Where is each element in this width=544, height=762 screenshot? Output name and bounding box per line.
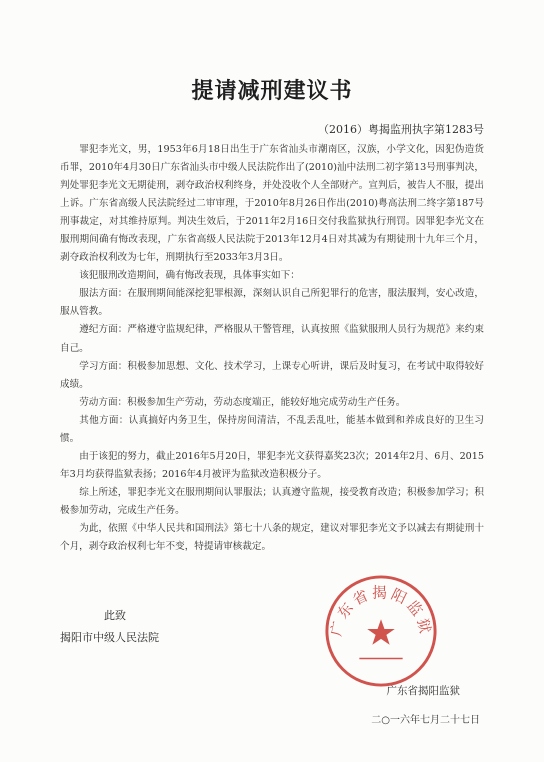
document-body [60,141,484,556]
svg-text:广东省揭阳监狱: 广东省揭阳监狱 [328,585,434,638]
official-seal-stamp [322,572,440,690]
paragraph-summary: 综上所述，罪犯李光文在服刑期间认罪服法；认真遵守监规，接受教育改造；积极参加学习；积极参加劳动，完成生产任务。 [60,486,484,516]
closing-recipient: 揭阳市中级人民法院 [60,631,159,644]
paragraph-study: 学习方面：积极参加思想、文化、技术学习，上课专心听讲，课后及时复习，在考试中取得较好成绩。 [60,360,484,390]
paragraph-intro: 该犯服刑改造期间，确有悔改表现，具体事实如下： [79,270,300,282]
paragraph-discipline: 遵纪方面：严格遵守监规纪律，严格服从干警管理，认真按照《监狱服刑人员行为规范》来约束自己。 [60,324,484,354]
paragraph-basic-info: 罪犯李光文，男，1953年6月18日出生于广东省汕头市潮南区，汉族，小学文化，因犯伪造货币罪，2010年4月30日广东省汕头市中级人民法院作出了(2010)汕中法刑二初字第13号刑事判决，判处罪犯李光文无期徒刑，剥夺政治权利终身，并处没收个人全部财产。宣判后，被告人不服，提出上诉。广东省高级人民法院经过二审审理，于2010年8月26日作出(2010)粤高法刑二终字第187号刑事裁定，对其维持原判。判决生效后，于2011年2月16日交付我监狱执行刑罚。因罪犯李光文在服刑期间确有悔改表现，广东省高级人民法院于2013年12月4日对其减为有期徒刑十九年三个月，剥夺政治权利改为七年，刑期执行至2033年3月3日。 [60,144,484,264]
paragraph-other: 其他方面：认真搞好内务卫生，保持房间清洁，不乱丢乱吐，能基本做到和养成良好的卫生习惯。 [60,414,484,444]
paragraph-law-abiding: 服法方面：在服刑期间能深挖犯罪根源，深刻认识自己所犯罪行的危害，服法服判，安心改造，服从管教。 [60,288,484,318]
closing-block [60,605,159,649]
document-date: 二○一六年七月二十七日 [371,715,480,726]
closing-salutation: 此致 [104,609,126,622]
paragraph-proposal: 为此，依照《中华人民共和国刑法》第七十八条的规定，建议对罪犯李光文予以减去有期徒刑十个月，剥夺政治权利七年不变，特提请审核裁定。 [60,522,484,553]
document-number: （2016）粤揭监刑执字第1283号 [318,123,484,136]
paragraph-labor: 劳动方面：积极参加生产劳动，劳动态度端正，能较好地完成劳动生产任务。 [79,396,406,408]
paragraph-awards: 由于该犯的努力，截止2016年5月20日，罪犯李光文获得嘉奖23次；2014年2月、6月、2015年3月均获得监狱表扬；2016年4月被评为监狱改造积极分子。 [60,450,484,480]
document-title: 提请减刑建议书 [191,78,353,104]
signature-institution: 广东省揭阳监狱 [386,685,460,697]
